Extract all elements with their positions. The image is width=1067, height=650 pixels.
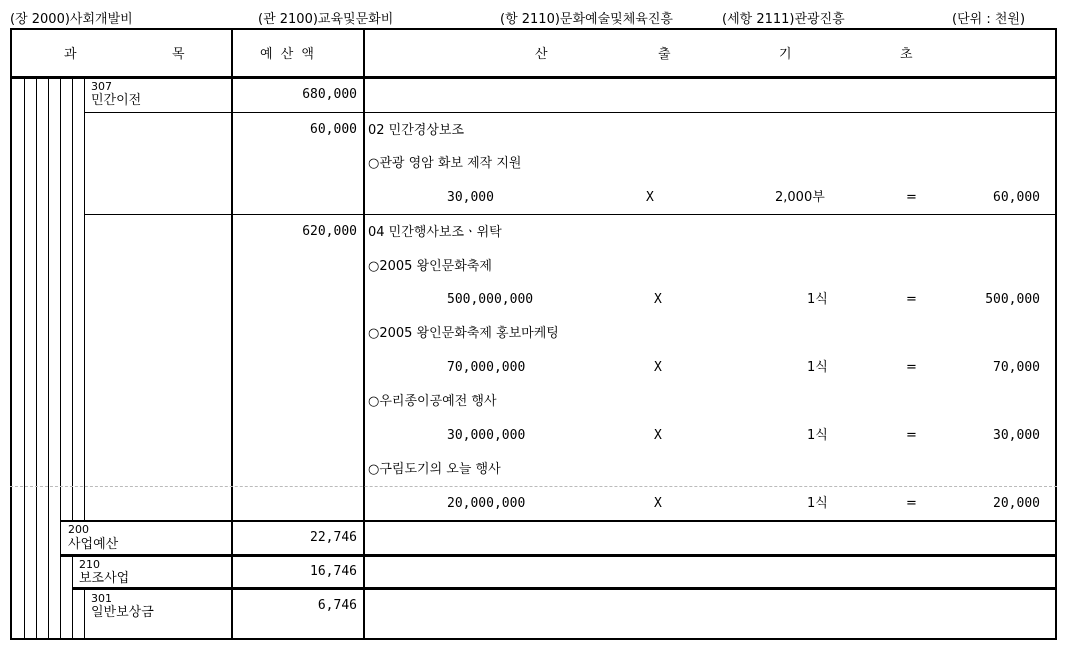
item-op: X xyxy=(654,360,662,375)
item-total-cell xyxy=(960,428,1040,444)
item-label: ○관광 영암 화보 제작 지원 xyxy=(368,156,522,171)
item-op: X xyxy=(654,428,662,443)
item-eq: = xyxy=(906,496,917,511)
row-210-amount: 16,746 xyxy=(310,564,357,579)
item-op: X xyxy=(654,496,662,511)
item-qty: 30,000,000 xyxy=(447,428,526,443)
item-qty: 500,000,000 xyxy=(447,292,534,307)
row-210-name: 보조사업 xyxy=(79,571,130,586)
header-unit: (단위 : 천원) xyxy=(952,12,1026,27)
row-210-amount-cell xyxy=(233,564,357,580)
item-total-cell xyxy=(960,292,1040,308)
group-04-title: 04 민간행사보조ㆍ위탁 xyxy=(368,225,502,240)
col-subject-1: 과 xyxy=(64,47,77,62)
col-subject-2: 목 xyxy=(172,47,185,62)
item-eq: = xyxy=(906,292,917,307)
item-count: 1식 xyxy=(807,496,828,511)
item-count: 2,000부 xyxy=(775,190,825,205)
group-02-amount: 60,000 xyxy=(310,122,357,137)
group-04-amount: 620,000 xyxy=(302,224,357,239)
group-02-title: 02 민간경상보조 xyxy=(368,123,465,138)
item-total-cell xyxy=(960,496,1040,512)
item-eq: = xyxy=(906,360,917,375)
item-label: ○2005 왕인문화축제 홍보마케팅 xyxy=(368,326,559,341)
row-307-amount: 680,000 xyxy=(302,87,357,102)
row-210-code: 210 xyxy=(79,558,100,571)
header-gwan: (관 2100)교육및문화비 xyxy=(258,12,394,27)
header-jang: (장 2000)사회개발비 xyxy=(10,12,133,27)
item-total-cell xyxy=(960,190,1040,206)
item-op: X xyxy=(646,190,654,205)
item-eq: = xyxy=(906,428,917,443)
item-total: 60,000 xyxy=(993,190,1040,205)
item-label: ○우리종이공예전 행사 xyxy=(368,394,497,409)
group-02-amount-cell xyxy=(233,122,357,138)
item-qty: 20,000,000 xyxy=(447,496,526,511)
item-total: 500,000 xyxy=(985,292,1040,307)
row-307-name: 민간이전 xyxy=(91,93,142,108)
col-basis-2: 출 xyxy=(658,47,671,62)
item-eq: = xyxy=(906,190,917,205)
col-basis-4: 초 xyxy=(900,47,913,62)
row-301-amount: 6,746 xyxy=(317,598,357,613)
row-200-code: 200 xyxy=(68,523,89,536)
group-04-amount-cell xyxy=(233,224,357,240)
item-op: X xyxy=(654,292,662,307)
header-hang: (항 2110)문화예술및체육진흥 xyxy=(500,12,673,27)
item-total: 30,000 xyxy=(993,428,1040,443)
col-budget: 예 산 액 xyxy=(260,47,316,62)
item-count: 1식 xyxy=(807,360,828,375)
row-301-code: 301 xyxy=(91,592,112,605)
row-200-amount-cell xyxy=(233,530,357,546)
item-total: 70,000 xyxy=(993,360,1040,375)
item-label: ○2005 왕인문화축제 xyxy=(368,259,492,274)
col-basis-3: 기 xyxy=(779,47,792,62)
row-307-code: 307 xyxy=(91,80,112,93)
col-basis-1: 산 xyxy=(535,47,548,62)
item-total-cell xyxy=(960,360,1040,376)
row-200-name: 사업예산 xyxy=(68,537,119,552)
item-label: ○구림도기의 오늘 행사 xyxy=(368,462,501,477)
item-qty: 70,000,000 xyxy=(447,360,526,375)
item-qty: 30,000 xyxy=(447,190,494,205)
item-total: 20,000 xyxy=(993,496,1040,511)
row-301-name: 일반보상금 xyxy=(91,605,154,620)
row-301-amount-cell xyxy=(233,598,357,614)
item-count: 1식 xyxy=(807,428,828,443)
header-sehang: (세항 2111)관광진흥 xyxy=(722,12,845,27)
item-count: 1식 xyxy=(807,292,828,307)
row-307-amount-cell xyxy=(233,87,357,103)
row-200-amount: 22,746 xyxy=(310,530,357,545)
